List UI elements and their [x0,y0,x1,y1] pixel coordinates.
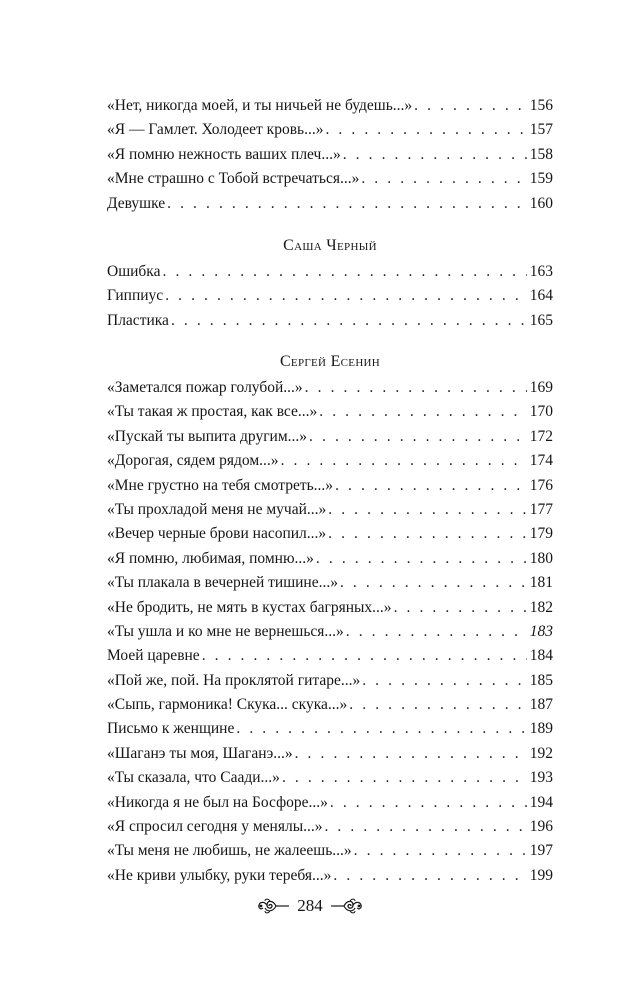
dot-leader [340,571,527,595]
toc-entry[interactable] [107,376,553,400]
page-number: 284 [297,896,323,915]
entry-page-number: 189 [529,720,553,738]
entry-page-number: 182 [529,598,553,616]
toc-entry[interactable] [107,693,553,717]
entry-page-number: 185 [529,671,553,689]
entry-title: «Ты сказала, что Саади...» [107,769,280,787]
dot-leader [167,192,527,216]
dot-leader [335,474,527,498]
toc-entry[interactable] [107,309,553,333]
entry-page-number: 164 [529,287,553,305]
dot-leader [361,167,526,191]
fleuron-left-icon [256,897,290,915]
entry-title: «Ты прохладой меня не мучай...» [107,500,327,518]
entry-page-number: 196 [529,818,553,836]
entry-page-number: 180 [529,549,553,567]
entry-title: «Пускай ты выпита другим...» [107,427,308,445]
entry-title: «Не криви улыбку, руки теребя...» [107,866,332,884]
entry-title: «Никогда я не был на Босфоре...» [107,793,328,811]
dot-leader [319,400,526,424]
entry-title: Девушке [107,194,166,212]
entry-title: «Мне грустно на тебя смотреть...» [107,476,334,494]
dot-leader [354,839,527,863]
entry-title: Пластика [107,311,169,329]
toc-entry[interactable] [107,839,553,863]
entry-title: «Ты такая ж простая, как все...» [107,403,318,421]
toc-entry[interactable] [107,167,553,191]
entry-title: «Дорогая, сядем рядом...» [107,452,279,470]
entry-page-number: 170 [529,403,553,421]
entry-page-number: 184 [529,647,553,665]
toc-entry[interactable] [107,742,553,766]
entry-title: «Я — Гамлет. Холодеет кровь...» [107,121,324,139]
entry-page-number: 158 [529,145,553,163]
dot-leader [295,742,527,766]
toc-entry[interactable] [107,474,553,498]
dot-leader [163,260,527,284]
toc-entry[interactable] [107,425,553,449]
dot-leader [362,669,527,693]
dot-leader [414,94,527,118]
toc-entry[interactable] [107,815,553,839]
toc-block-esenin [107,376,553,888]
toc-block-cherny [107,260,553,333]
entry-title: «Я спросил сегодня у менялы...» [107,818,323,836]
fleuron-right-icon [330,897,364,915]
entry-title: Гиппиус [107,287,164,305]
dot-leader [394,596,527,620]
dot-leader [328,498,526,522]
entry-page-number: 183 [529,622,553,640]
toc-entry[interactable] [107,94,553,118]
toc-entry[interactable] [107,864,553,888]
entry-title: «Ты ушла и ко мне не вернешься...» [107,622,344,640]
toc-entry[interactable] [107,644,553,668]
dot-leader [328,522,527,546]
dot-leader [305,376,527,400]
entry-title: «Ты плакала в вечерней тишине...» [107,574,338,592]
entry-page-number: 199 [529,866,553,884]
entry-title: «Ты меня не любишь, не жалеешь...» [107,842,352,860]
toc-entry[interactable] [107,571,553,595]
toc-entry[interactable] [107,547,553,571]
dot-leader [202,644,527,668]
entry-page-number: 177 [529,500,553,518]
entry-page-number: 187 [529,696,553,714]
entry-title: «Я помню, любимая, помню...» [107,549,314,567]
entry-title: «Я помню нежность ваших плеч...» [107,145,341,163]
entry-title: «Сыпь, гармоника! Скука... скука...» [107,696,348,714]
dot-leader [349,693,526,717]
toc-entry[interactable] [107,143,553,167]
dot-leader [281,449,527,473]
dot-leader [165,284,527,308]
dot-leader [309,425,527,449]
entry-title: «Пой же, пой. На проклятой гитаре...» [107,671,361,689]
section-heading-esenin: Сергей Есенин [279,353,381,370]
entry-title: «Заметался пожар голубой...» [107,379,303,396]
entry-title: Ошибка [107,263,161,280]
entry-page-number: 179 [529,525,553,543]
toc-entry[interactable] [107,498,553,522]
entry-page-number: 181 [529,574,553,592]
toc-entry[interactable] [107,717,553,741]
entry-page-number: 174 [529,452,553,470]
toc-entry[interactable] [107,596,553,620]
toc-block-continued [107,94,553,216]
dot-leader [343,143,527,167]
entry-page-number: 197 [529,842,553,860]
entry-page-number: 156 [529,97,553,114]
dot-leader [346,620,527,644]
entry-page-number: 194 [529,793,553,811]
entry-title: «Не бродить, не мять в кустах багряных...» [107,598,392,616]
toc-entry[interactable] [107,192,553,216]
entry-title: «Шаганэ ты моя, Шаганэ...» [107,744,293,762]
dot-leader [171,309,527,333]
entry-page-number: 160 [529,194,553,212]
toc-entry[interactable] [107,669,553,693]
toc-entry[interactable] [107,118,553,142]
entry-page-number: 169 [529,379,553,396]
entry-page-number: 176 [529,476,553,494]
entry-title: «Мне страшно с Тобой встречаться...» [107,170,360,188]
entry-page-number: 193 [529,769,553,787]
entry-page-number: 157 [529,121,553,139]
entry-page-number: 172 [529,427,553,445]
dot-leader [330,791,527,815]
toc-entry[interactable] [107,449,553,473]
entry-title: «Нет, никогда моей, и ты ничьей не будешь...» [107,97,413,114]
entry-title: «Вечер черные брови насопил...» [107,525,327,543]
dot-leader [236,717,526,741]
toc-entry[interactable] [107,522,553,546]
entry-page-number: 192 [529,744,553,762]
page-footer [0,893,620,919]
toc-entry[interactable] [107,620,553,644]
toc-entry[interactable] [107,260,553,284]
dot-leader [324,815,526,839]
toc-entry[interactable] [107,791,553,815]
entry-page-number: 165 [529,311,553,329]
toc-entry[interactable] [107,284,553,308]
dot-leader [316,547,527,571]
toc-entry[interactable] [107,766,553,790]
dot-leader [282,766,527,790]
toc-entry[interactable] [107,400,553,424]
entry-page-number: 163 [529,263,553,280]
entry-title: Письмо к женщине [107,720,235,738]
section-heading-cherny: Саша Черный [283,237,377,254]
entry-page-number: 159 [529,170,553,188]
dot-leader [333,864,526,888]
dot-leader [325,118,526,142]
entry-title: Моей царевне [107,647,200,665]
